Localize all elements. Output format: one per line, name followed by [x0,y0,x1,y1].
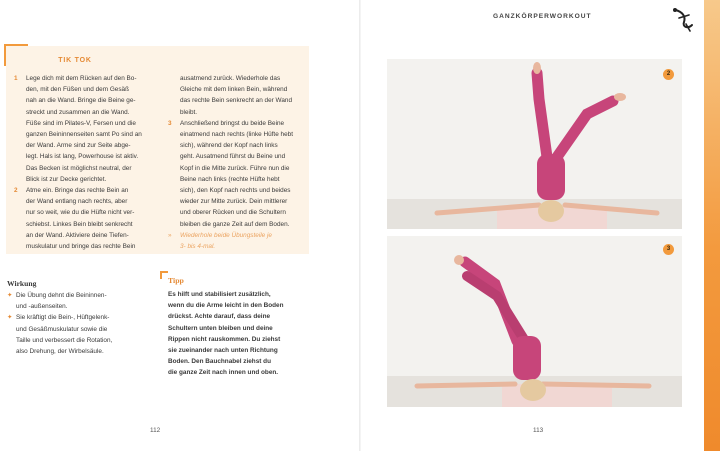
step-1-line: legt. Hals ist lang, Powerhouse ist aktiv. [26,153,139,161]
step-1 [14,73,154,185]
step-1-line: den, mit den Füßen und dem Gesäß [26,86,130,94]
wirkung-line: also Drehung, der Wirbelsäule. [16,348,104,356]
wirkung-item [7,290,147,312]
tipp-line: Rippen nicht rauskommen. Du ziehst [168,335,281,343]
step-1-line: Das Becken ist möglichst neutral, der [26,164,132,172]
step-number: 3 [168,119,172,127]
exercise-photo-step-3 [387,236,682,407]
step-2 [14,185,154,252]
page-number-right: 113 [533,427,544,434]
wirkung-line: und -außenseiten. [16,303,68,311]
step-2-line: das rechte Bein senkrecht an der Wand [180,97,293,105]
pilates-logo-icon [670,6,696,34]
step-3-line: und oberer Rücken und die Schultern [180,209,286,217]
wirkung-line: Taille und verbessert die Rotation, [16,336,113,344]
page-edge-stripe [704,0,720,451]
step-2-line: bleibt. [180,108,198,116]
wirkung-line: und Gesäßmuskulatur sowie die [16,325,108,333]
tipp-text [168,289,318,379]
tipp-line: wenn du die Arme leicht in den Boden [168,302,284,310]
step-number: 1 [14,75,18,82]
box-corner-mark [4,44,28,46]
step-badge: 3 [663,244,674,255]
tipp-line: Es hilft und stabilisiert zusätzlich, [168,291,271,298]
wirkung-heading: Wirkung [7,279,37,288]
step-3-line: Anschließend bringst du beide Beine [180,119,285,127]
exercise-photo-step-2 [387,59,682,229]
step-3 [168,118,308,230]
step-1-line: Blick ist zur Decke gerichtet. [26,175,107,183]
repeat-line: Wiederhole beide Übungsteile je [180,231,272,239]
step-3-line: sich), während der Kopf nach links [180,142,278,150]
wirkung-list [7,290,147,357]
step-2-continued [168,73,308,118]
star-bullet-icon: ✦ [7,314,13,322]
tipp-line: Schultern unten bleiben und deine [168,324,273,332]
step-2-line: nur so weit, wie du die Hüfte nicht ver- [26,209,135,217]
exercise-title: TIK TOK [58,57,92,64]
step-1-line: Füße sind im Pilates-V, Fersen und die [26,119,136,127]
repeat-line: 3- bis 4-mal. [180,243,216,251]
step-2-line: schiebst. Linkes Bein bleibt senkrecht [26,220,133,228]
photo-illustration [387,59,682,229]
step-1-line: der Wand. Arme sind zur Seite abge- [26,142,131,150]
step-3-line: einatmend nach rechts (linke Hüfte hebt [180,131,293,139]
star-bullet-icon: ✦ [7,292,13,299]
step-3-line: bleiben die ganze Zeit auf dem Boden. [180,220,290,228]
step-number: 2 [14,187,18,195]
tipp-corner-mark-vertical [160,271,162,279]
tipp-heading: Tipp [168,276,184,285]
step-1-line: streckt und zusammen an die Wand. [26,108,130,116]
step-badge: 2 [663,69,674,80]
step-1-line: ganzen Beininnenseiten samt Po sind an [26,131,142,139]
wirkung-line: Sie kräftigt die Bein-, Hüftgelenk- [16,314,110,322]
instructions-column-2 [168,73,308,252]
tipp-line: sie zueinander nach unten Richtung [168,347,278,355]
tipp-line: die ganze Zeit nach innen und oben. [168,369,279,377]
tipp-line: drückst. Achte darauf, dass deine [168,313,271,321]
step-3-line: Beine nach links (rechte Hüfte hebt [180,175,280,183]
step-3-line: Kopf in die Mitte zurück. Führe nun die [180,164,290,172]
step-2-line: ausatmend zurück. Wiederhole das [180,75,281,82]
step-2-line: Gleiche mit dem linken Bein, während [180,86,288,94]
photo-illustration [387,236,682,407]
instructions-column-1 [14,73,154,252]
step-3-line: sich), den Kopf nach rechts und beides [180,187,291,195]
tipp-line: Boden. Den Bauchnabel ziehst du [168,358,271,366]
repeat-symbol: » [168,231,172,239]
step-2-line: an der Wand. Aktiviere deine Tiefen- [26,231,129,239]
running-head: GANZKÖRPERWORKOUT [493,13,592,20]
wirkung-line: Die Übung dehnt die Beininnen- [16,292,107,299]
step-2-line: Atme ein. Bringe das rechte Bein an [26,187,129,195]
step-2-line: der Wand entlang nach rechts, aber [26,198,128,206]
wirkung-item [7,312,147,357]
step-2-line: muskulatur und bringe das rechte Bein [26,243,136,251]
page-gutter [359,0,361,451]
step-3-line: wieder zur Mitte zurück. Dein mittlerer [180,198,288,206]
step-1-line: Lege dich mit dem Rücken auf den Bo- [26,75,137,82]
repeat-note [168,230,308,252]
step-1-line: nah an die Wand. Bringe die Beine ge- [26,97,136,105]
step-3-line: geht. Ausatmend führst du Beine und [180,153,286,161]
page-number-left: 112 [150,427,161,434]
